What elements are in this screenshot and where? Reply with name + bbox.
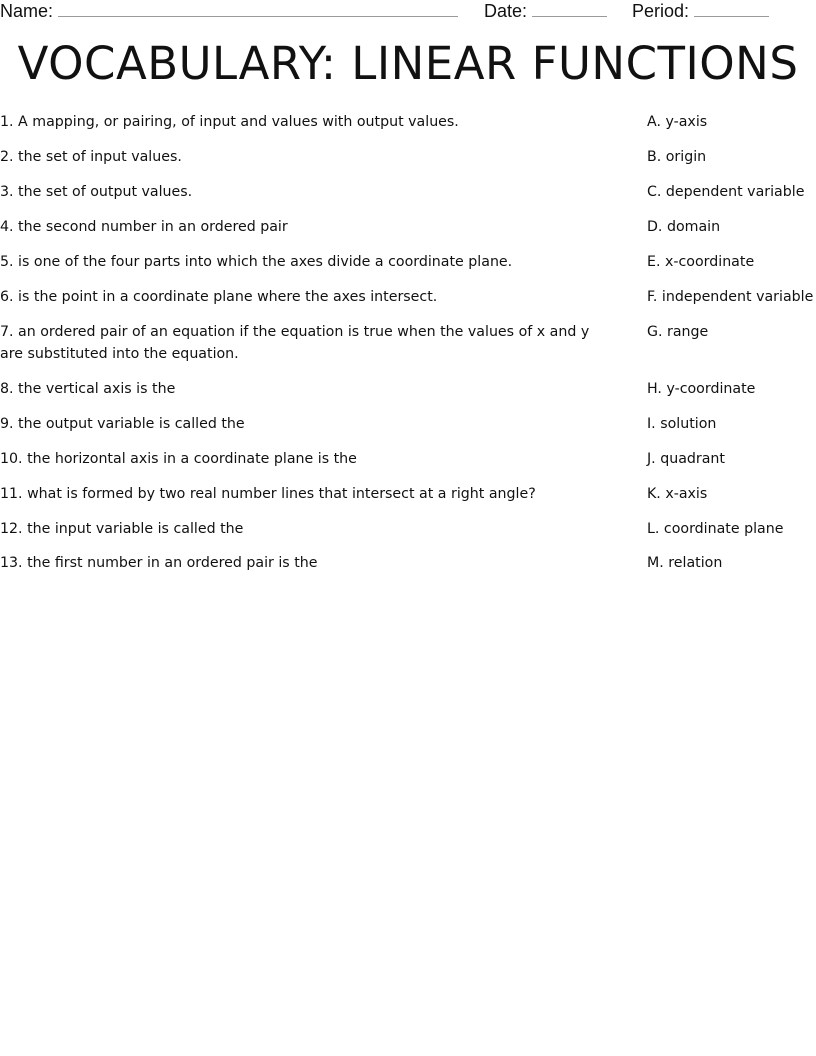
answer-option: K. x-axis bbox=[647, 486, 708, 502]
question-text: 13. the first number in an ordered pair is the bbox=[0, 555, 318, 571]
question-text: 11. what is formed by two real number lines that intersect at a right angle? bbox=[0, 486, 536, 502]
date-label: Date: bbox=[484, 1, 528, 21]
page-title: VOCABULARY: LINEAR FUNCTIONS bbox=[17, 37, 799, 90]
answer-option: L. coordinate plane bbox=[647, 521, 784, 537]
period-label: Period: bbox=[632, 1, 690, 21]
answer-option: E. x-coordinate bbox=[647, 254, 755, 270]
question-text: 3. the set of output values. bbox=[0, 184, 193, 200]
answer-option: I. solution bbox=[647, 416, 717, 432]
period-blank-line[interactable] bbox=[694, 0, 769, 17]
answer-option: G. range bbox=[647, 324, 709, 340]
question-text: 5. is one of the four parts into which the axes divide a coordinate plane. bbox=[0, 254, 513, 270]
question-text: 8. the vertical axis is the bbox=[0, 381, 176, 397]
question-text: 1. A mapping, or pairing, of input and values with output values. bbox=[0, 114, 459, 130]
worksheet-header bbox=[0, 0, 816, 22]
answer-option: J. quadrant bbox=[647, 451, 725, 467]
question-text: 4. the second number in an ordered pair bbox=[0, 219, 288, 235]
answer-option: A. y-axis bbox=[647, 114, 708, 130]
date-blank-line[interactable] bbox=[532, 0, 607, 17]
answer-option: H. y-coordinate bbox=[647, 381, 756, 397]
period-field[interactable] bbox=[632, 0, 769, 22]
question-text: 7. an ordered pair of an equation if the equation is true when the values of x and y are substituted into the equation. bbox=[0, 324, 590, 362]
answer-option: D. domain bbox=[647, 219, 721, 235]
answer-option: C. dependent variable bbox=[647, 184, 805, 200]
name-label: Name: bbox=[0, 1, 54, 21]
date-field[interactable] bbox=[484, 0, 607, 22]
question-text: 9. the output variable is called the bbox=[0, 416, 245, 432]
question-text: 10. the horizontal axis in a coordinate plane is the bbox=[0, 451, 357, 467]
name-blank-line[interactable] bbox=[58, 0, 458, 17]
answer-option: B. origin bbox=[647, 149, 707, 165]
answer-option: M. relation bbox=[647, 555, 723, 571]
question-text: 6. is the point in a coordinate plane where the axes intersect. bbox=[0, 289, 438, 305]
question-text: 2. the set of input values. bbox=[0, 149, 182, 165]
answer-option: F. independent variable bbox=[647, 289, 814, 305]
name-field[interactable] bbox=[0, 0, 458, 22]
question-text: 12. the input variable is called the bbox=[0, 521, 244, 537]
